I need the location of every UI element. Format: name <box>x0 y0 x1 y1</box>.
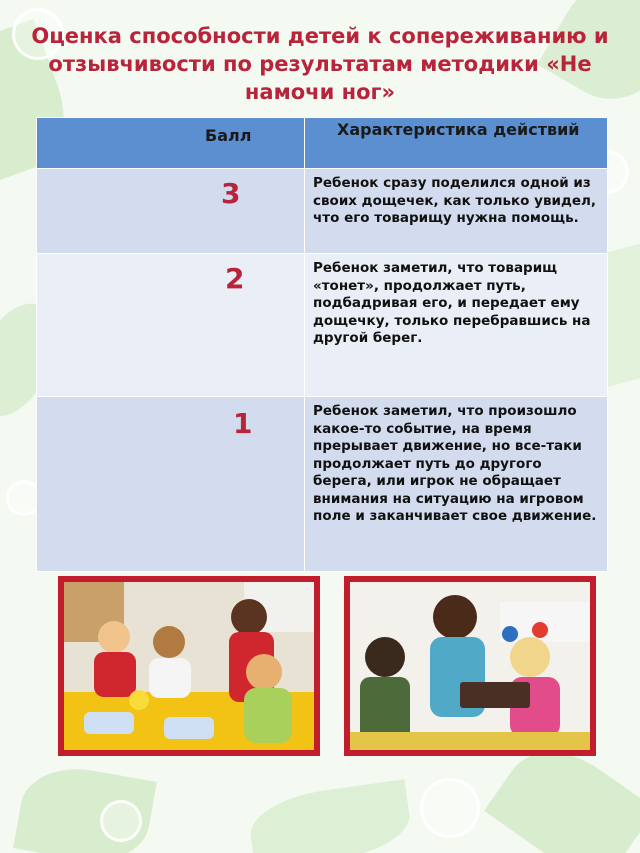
score-value: 1 <box>233 407 253 440</box>
score-cell <box>37 254 305 397</box>
header-description: Характеристика действий <box>305 118 608 169</box>
photo-children-crafting <box>58 576 320 756</box>
bubble-decoration <box>420 778 480 838</box>
score-cell <box>37 169 305 254</box>
description-cell: Ребенок заметил, что товарищ «тонет», продолжает путь, подбадривая его, и передает ему дощечку, только перебравшись на другой берег. <box>305 254 608 397</box>
score-cell <box>37 397 305 572</box>
bubble-decoration <box>100 800 142 842</box>
description-cell: Ребенок сразу поделился одной из своих дощечек, как только увидел, что его товарищу нужна помощь. <box>305 169 608 254</box>
table-row <box>37 169 608 254</box>
score-value: 2 <box>225 262 245 295</box>
header-score: Балл <box>37 118 305 169</box>
photo-illustration <box>350 582 590 750</box>
score-value: 3 <box>221 177 241 210</box>
photo-illustration <box>64 582 314 750</box>
score-table <box>36 117 608 572</box>
page-title: Оценка способности детей к сопереживанию и отзывчивости по результатам методики «Не намочи ног» <box>31 24 609 104</box>
table-row <box>37 397 608 572</box>
leaf-decoration <box>246 779 414 853</box>
table-row <box>37 254 608 397</box>
table-header-row <box>37 118 608 169</box>
photo-reading-book <box>344 576 596 756</box>
description-cell: Ребенок заметил, что произошло какое-то событие, на время прерывает движение, но все-таки продолжает путь до другого берега, или игрок не обращает внимания на ситуацию на игровом поле и заканчивает свое движение. <box>305 397 608 572</box>
